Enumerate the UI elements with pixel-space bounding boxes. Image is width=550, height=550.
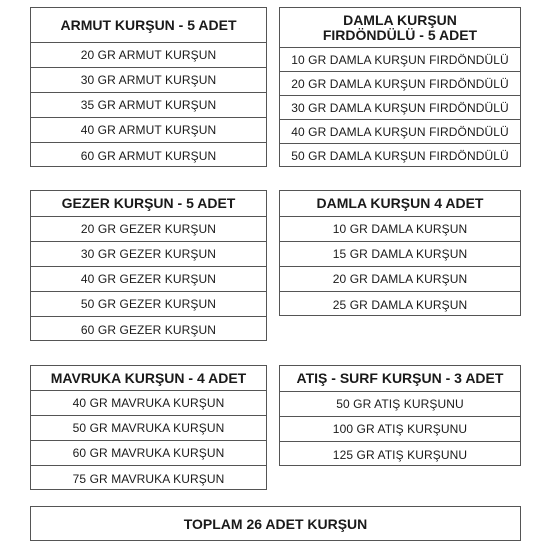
damla-sinker-table (279, 190, 521, 316)
damla-swivel-title-line1: DAMLA KURŞUN (343, 11, 457, 28)
table-row: 30 GR ARMUT KURŞUN (31, 68, 266, 93)
damla-swivel-title-line2: FIRDÖNDÜLÜ - 5 ADET (322, 26, 478, 43)
table-row: 30 GR GEZER KURŞUN (31, 242, 266, 267)
table-row: 60 GR MAVRUKA KURŞUN (31, 441, 266, 466)
table-row: 40 GR MAVRUKA KURŞUN (31, 391, 266, 416)
total-count-box (30, 506, 521, 541)
armut-sinker-table (30, 7, 267, 167)
table-row: 40 GR ARMUT KURŞUN (31, 118, 266, 143)
table-row: 20 GR ARMUT KURŞUN (31, 43, 266, 68)
gezer-table-title: GEZER KURŞUN - 5 ADET (31, 191, 266, 217)
table-row: 20 GR DAMLA KURŞUN (280, 267, 520, 292)
table-row: 30 GR DAMLA KURŞUN FIRDÖNDÜLÜ (280, 96, 520, 120)
table-row: 20 GR DAMLA KURŞUN FIRDÖNDÜLÜ (280, 72, 520, 96)
table-row: 35 GR ARMUT KURŞUN (31, 93, 266, 118)
table-row: 75 GR MAVRUKA KURŞUN (72, 471, 225, 486)
mavruka-sinker-table (30, 365, 267, 490)
mavruka-table-title: MAVRUKA KURŞUN - 4 ADET (31, 366, 266, 391)
damla-swivel-sinker-table (279, 7, 521, 167)
table-row: 125 GR ATIŞ KURŞUNU (332, 447, 468, 462)
table-row: 25 GR DAMLA KURŞUN (332, 297, 468, 312)
table-row: 50 GR ATIŞ KURŞUNU (280, 392, 520, 417)
damla-swivel-table-title (280, 8, 520, 48)
table-row: 50 GR MAVRUKA KURŞUN (31, 416, 266, 441)
table-row: 10 GR DAMLA KURŞUN (280, 217, 520, 242)
damla-table-title: DAMLA KURŞUN 4 ADET (280, 191, 520, 217)
table-row: 60 GR ARMUT KURŞUN (80, 148, 217, 163)
total-count-label: TOPLAM 26 ADET KURŞUN (183, 515, 368, 532)
table-row: 60 GR GEZER KURŞUN (80, 322, 217, 337)
table-row: 100 GR ATIŞ KURŞUNU (280, 417, 520, 442)
atis-surf-table-title: ATIŞ - SURF KURŞUN - 3 ADET (280, 366, 520, 392)
table-row: 10 GR DAMLA KURŞUN FIRDÖNDÜLÜ (280, 48, 520, 72)
atis-surf-sinker-table (279, 365, 521, 466)
table-row: 50 GR GEZER KURŞUN (31, 292, 266, 317)
armut-table-title: ARMUT KURŞUN - 5 ADET (31, 8, 266, 43)
gezer-sinker-table (30, 190, 267, 341)
table-row: 50 GR DAMLA KURŞUN FIRDÖNDÜLÜ (291, 149, 509, 163)
table-row: 15 GR DAMLA KURŞUN (280, 242, 520, 267)
table-row: 40 GR DAMLA KURŞUN FIRDÖNDÜLÜ (280, 120, 520, 144)
table-row: 40 GR GEZER KURŞUN (31, 267, 266, 292)
table-row: 20 GR GEZER KURŞUN (31, 217, 266, 242)
